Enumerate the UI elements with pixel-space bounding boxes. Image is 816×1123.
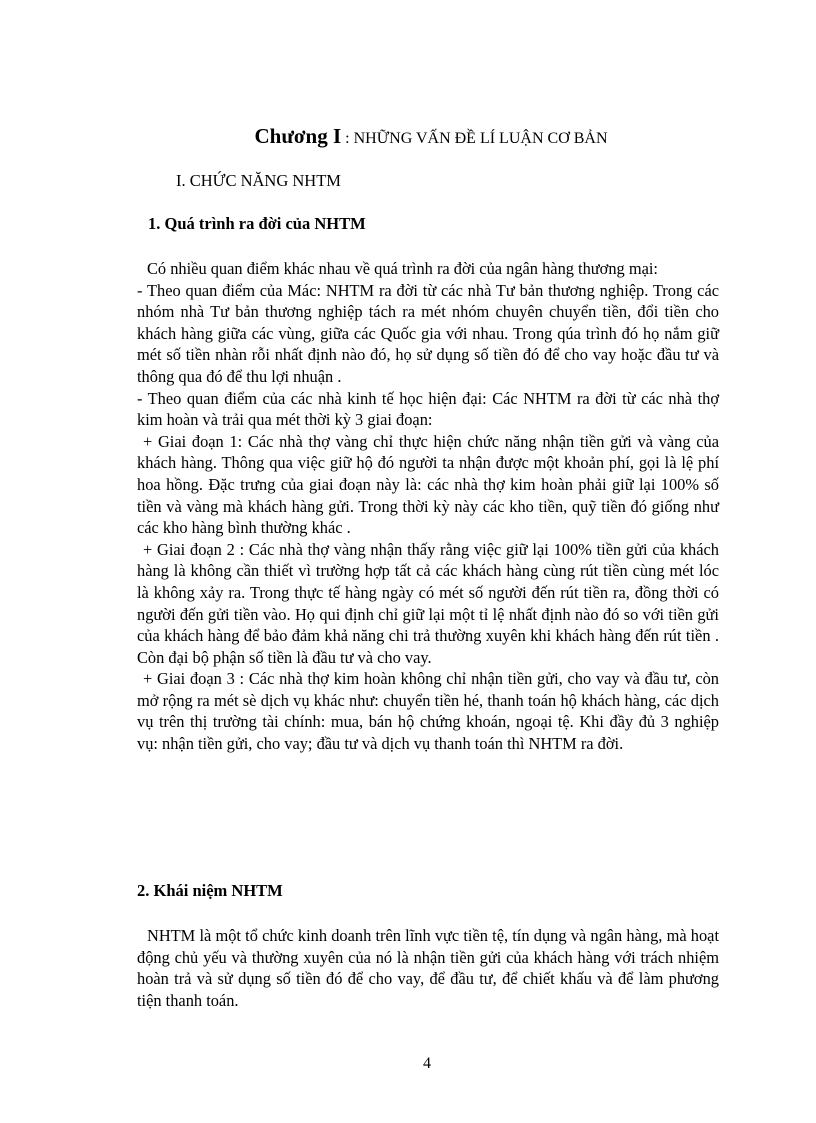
section-1-body bbox=[137, 258, 719, 755]
paragraph-modern: - Theo quan điểm của các nhà kinh tế học hiện đại: Các NHTM ra đời từ các nhà thợ kim hoàn và trải qua mét thời kỳ 3 giai đoạn: bbox=[137, 388, 719, 430]
paragraph-stage-1: + Giai đoạn 1: Các nhà thợ vàng chỉ thực hiện chức năng nhận tiền gửi và vàng của khách hàng. Thông qua việc giữ hộ đó người ta nhận được một khoản phí, gọi là lệ phí hoa hồng. Đặc trưng của giai đoạn này là: các nhà thợ kim hoàn phải giữ lại 100% số tiền và vàng mà khách hàng gửi. Trong thời kỳ này các kho tiền, quỹ tiền đó giống như các kho hàng bình thường khác . bbox=[137, 431, 719, 538]
chapter-word: Chương I bbox=[254, 124, 342, 148]
paragraph-stage-2: + Giai đoạn 2 : Các nhà thợ vàng nhận thấy rằng việc giữ lại 100% tiền gửi của khách hàng là không cần thiết vì trường hợp tất cả các khách hàng cùng rút tiền cùng mét lóc là không xảy ra. Trong thực tế hàng ngày có mét số người đến rút tiền ra, đồng thời có người đến gửi tiền vào. Họ qui định chỉ giữ lại một tỉ lệ nhất định nào đó so với tiền gửi của khách hàng để bảo đảm khả năng chi trả thường xuyên khi khách hàng đến rút tiền . Còn đại bộ phận số tiền là đầu tư và cho vay. bbox=[137, 539, 719, 667]
paragraph-intro: Có nhiều quan điểm khác nhau về quá trình ra đời của ngân hàng thương mại: bbox=[147, 259, 658, 278]
chapter-heading-text: : NHỮNG VẤN ĐỀ LÍ LUẬN CƠ BẢN bbox=[341, 130, 608, 147]
section-heading: I. CHỨC NĂNG NHTM bbox=[176, 171, 341, 190]
section-2-body bbox=[137, 925, 719, 1011]
paragraph-definition: NHTM là một tổ chức kinh doanh trên lĩnh vực tiền tệ, tín dụng và ngân hàng, mà hoạt động chủ yếu và thường xuyên của nó là nhận tiền gửi của khách hàng với trách nhiệm hoàn trả và sử dụng số tiền đó để cho vay, để đầu tư, để chiết khấu và để làm phương tiện thanh toán. bbox=[137, 926, 719, 1010]
chapter-title bbox=[0, 124, 816, 149]
paragraph-stage-3: + Giai đoạn 3 : Các nhà thợ kim hoàn không chỉ nhận tiền gửi, cho vay và đầu tư, còn mở rộng ra mét sè dịch vụ khác như: chuyển tiền hé, thanh toán hộ khách hàng, các dịch vụ trên thị trường tài chính: mua, bán hộ chứng khoán, ngoại tệ. Khi đầy đủ 3 nghiệp vụ: nhận tiền gửi, cho vay; đầu tư và dịch vụ thanh toán thì NHTM ra đời. bbox=[137, 669, 719, 754]
subsection-heading-2: 2. Khái niệm NHTM bbox=[137, 881, 283, 900]
paragraph-marx: - Theo quan điểm của Mác: NHTM ra đời từ các nhà Tư bản thương nghiệp. Trong các nhóm nhà Tư bản thương nghiệp tách ra mét nhóm chuyên chuyển tiền, đổi tiền cho khách hàng giữa các vùng, giữa các Quốc gia với nhau. Trong qúa trình đó họ nắm giữ mét số tiền nhàn rỗi nhất định nào đó, họ sử dụng số tiền đó để cho vay hoặc đầu tư và thông qua đó để thu lợi nhuận . bbox=[137, 280, 719, 386]
subsection-heading-1: 1. Quá trình ra đời của NHTM bbox=[148, 214, 366, 233]
page-number: 4 bbox=[423, 1055, 431, 1072]
